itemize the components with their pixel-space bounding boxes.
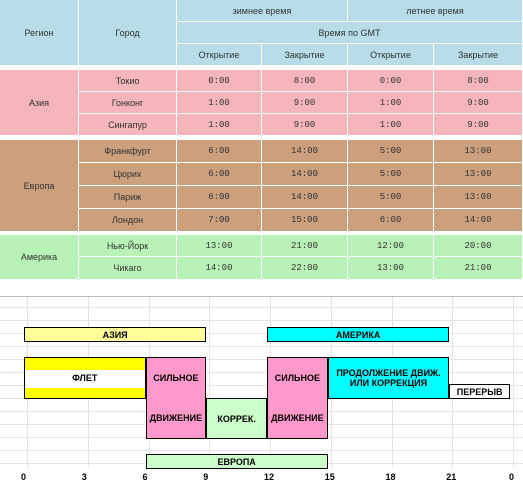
session-asia: АЗИЯ — [24, 327, 206, 342]
city-cell: Цюрих — [79, 163, 177, 186]
time-cell: 8:00 — [262, 70, 348, 92]
phase-label: СИЛЬНОЕ — [153, 373, 199, 383]
time-cell: 13:00 — [348, 257, 434, 280]
phase-flat — [24, 357, 146, 399]
city-cell: Франкфурт — [79, 140, 177, 163]
header-close-winter: Закрытие — [262, 44, 348, 66]
time-cell: 6:00 — [177, 186, 262, 209]
header-gmt: Время по GMT — [177, 22, 523, 44]
phase-label-line2: ДВИЖЕНИЕ — [149, 413, 203, 423]
city-cell: Токио — [79, 70, 177, 92]
grid-line — [452, 297, 453, 467]
phase-label: СИЛЬНОЕ — [274, 373, 320, 383]
grid-line — [0, 346, 523, 347]
time-cell: 6:00 — [348, 209, 434, 232]
time-cell: 13:00 — [434, 186, 523, 209]
x-tick-label: 21 — [446, 472, 457, 482]
x-tick-label: 0 — [21, 472, 27, 482]
time-cell: 9:00 — [434, 92, 523, 114]
time-cell: 6:00 — [177, 163, 262, 186]
phase-label: КОРРЕК. — [217, 413, 256, 424]
city-cell: Лондон — [79, 209, 177, 232]
city-cell: Сингапур — [79, 114, 177, 136]
header-summer: летнее время — [348, 0, 523, 22]
time-cell: 0:00 — [348, 70, 434, 92]
time-cell: 1:00 — [177, 114, 262, 136]
time-cell: 9:00 — [262, 92, 348, 114]
session-europe: ЕВРОПА — [146, 454, 328, 469]
time-cell: 7:00 — [177, 209, 262, 232]
time-cell: 20:00 — [434, 235, 523, 257]
time-cell: 1:00 — [177, 92, 262, 114]
region-america: Америка — [0, 235, 79, 280]
session-america: АМЕРИКА — [267, 327, 449, 342]
phase-continuation — [328, 357, 450, 399]
time-cell: 5:00 — [348, 186, 434, 209]
phase-label: ПЕРЕРЫВ — [456, 386, 503, 397]
header-open-summer: Открытие — [348, 44, 434, 66]
city-cell: Гонконг — [79, 92, 177, 114]
time-cell: 1:00 — [348, 92, 434, 114]
phase-label: ПРОДОЛЖЕНИЕ ДВИЖ. ИЛИ КОРРЕКЦИЯ — [336, 368, 441, 388]
grid-line — [209, 297, 210, 467]
city-cell: Чикаго — [79, 257, 177, 280]
x-tick-label: 0 — [509, 472, 515, 482]
time-cell: 9:00 — [262, 114, 348, 136]
time-cell: 21:00 — [262, 235, 348, 257]
time-cell: 5:00 — [348, 163, 434, 186]
session-timeline-chart — [0, 297, 523, 498]
time-cell: 22:00 — [262, 257, 348, 280]
time-cell: 1:00 — [348, 114, 434, 136]
time-cell: 13:00 — [434, 140, 523, 163]
header-winter: зимнее время — [177, 0, 348, 22]
time-cell: 5:00 — [348, 140, 434, 163]
x-tick-label: 3 — [81, 472, 87, 482]
grid-line — [0, 307, 523, 308]
x-tick-label: 12 — [264, 472, 275, 482]
region-asia: Азия — [0, 70, 79, 136]
time-cell: 6:00 — [177, 140, 262, 163]
phase-strong-move-1 — [146, 357, 207, 439]
phase-strong-move-2 — [267, 357, 328, 439]
time-cell: 9:00 — [434, 114, 523, 136]
time-cell: 15:00 — [262, 209, 348, 232]
time-cell: 13:00 — [177, 235, 262, 257]
header-region: Регион — [0, 0, 79, 66]
time-cell: 14:00 — [262, 163, 348, 186]
phase-label-line2: ДВИЖЕНИЕ — [271, 413, 324, 423]
grid-line — [0, 320, 523, 321]
header-city: Город — [79, 0, 177, 66]
time-cell: 13:00 — [434, 163, 523, 186]
city-cell: Париж — [79, 186, 177, 209]
grid-line — [0, 450, 523, 451]
header-close-summer: Закрытие — [434, 44, 523, 66]
time-cell: 14:00 — [177, 257, 262, 280]
x-tick-label: 6 — [142, 472, 148, 482]
grid-line — [513, 297, 514, 467]
time-cell: 21:00 — [434, 257, 523, 280]
city-cell: Нью-Йорк — [79, 235, 177, 257]
phase-label: ФЛЕТ — [72, 373, 98, 383]
x-tick-label: 9 — [203, 472, 209, 482]
time-cell: 14:00 — [434, 209, 523, 232]
time-cell: 0:00 — [177, 70, 262, 92]
phase-break — [449, 384, 510, 399]
time-cell: 12:00 — [348, 235, 434, 257]
header-open-winter: Открытие — [177, 44, 262, 66]
x-tick-label: 18 — [385, 472, 396, 482]
region-europe: Европа — [0, 140, 79, 232]
time-cell: 14:00 — [262, 186, 348, 209]
phase-correction — [206, 398, 267, 439]
time-cell: 14:00 — [262, 140, 348, 163]
x-tick-label: 15 — [324, 472, 335, 482]
time-cell: 8:00 — [434, 70, 523, 92]
